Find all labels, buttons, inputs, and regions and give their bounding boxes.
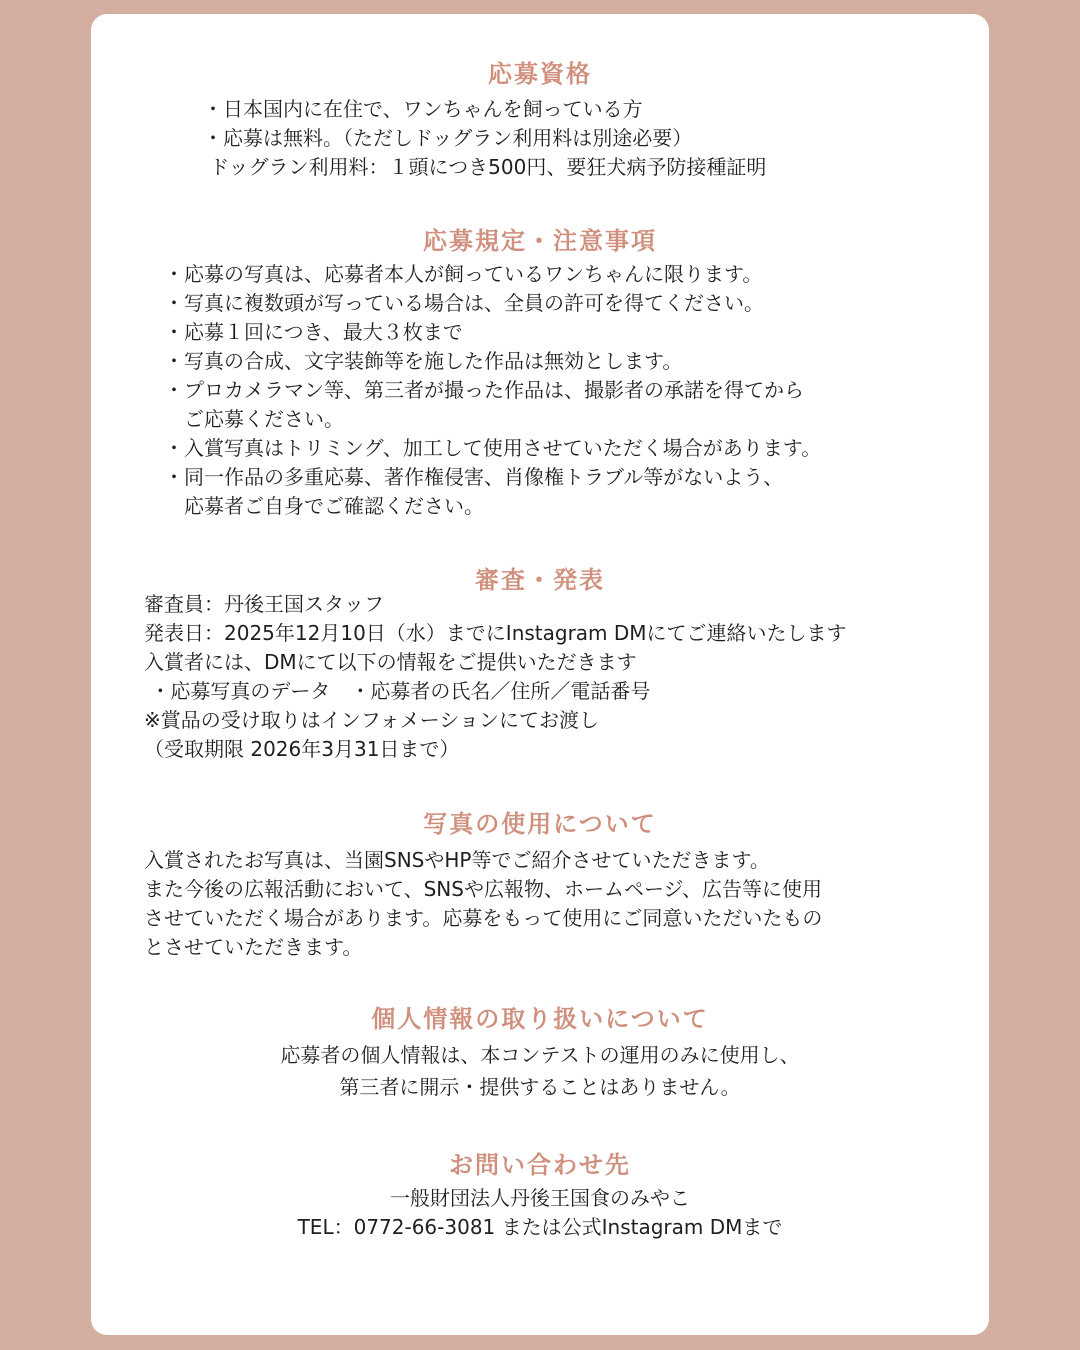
judging-line: 入賞者には、DMにて以下の情報をご提供いただきます [144, 650, 637, 674]
rules-line: ・写真の合成、文字装飾等を施した作品は無効とします。 [164, 349, 683, 373]
contact-phone: TEL：0772-66-3081 または公式Instagram DMまで [297, 1215, 783, 1239]
contact-info [91, 1184, 989, 1242]
rules-list [164, 260, 821, 521]
judging-line: （受取期限 2026年3月31日まで） [144, 737, 460, 761]
contact-organization: 一般財団法人丹後王国食のみやこ [390, 1186, 690, 1210]
judging-heading: 審査・発表 [475, 566, 605, 594]
privacy-heading: 個人情報の取り扱いについて [371, 1005, 709, 1033]
rules-heading: 応募規定・注意事項 [423, 227, 657, 255]
rules-line: ・応募の写真は、応募者本人が飼っているワンちゃんに限ります。 [164, 262, 763, 286]
eligibility-line: ・応募は無料。（ただしドッグラン利用料は別途必要） [203, 126, 693, 150]
photo-use-line: 入賞されたお写真は、当園SNSやHP等でご紹介させていただきます。 [144, 848, 770, 872]
photo-use-line: とさせていただきます。 [144, 935, 363, 959]
rules-line: ・応募１回につき、最大３枚まで [164, 320, 463, 344]
contact-heading: お問い合わせ先 [449, 1151, 631, 1179]
rules-line: ・同一作品の多重応募、著作権侵害、肖像権トラブル等がないよう、 [164, 465, 784, 489]
judging-list [144, 590, 847, 764]
rules-line: ご応募ください。 [164, 407, 344, 431]
eligibility-list [203, 95, 766, 182]
judging-line: ※賞品の受け取りはインフォメーションにてお渡し [144, 708, 599, 732]
photo-use-line: させていただく場合があります。応募をもって使用にご同意いただいたもの [144, 906, 823, 930]
rules-line: ・入賞写真はトリミング、加工して使用させていただく場合があります。 [164, 436, 822, 460]
judging-line: ・応募写真のデータ ・応募者の氏名／住所／電話番号 [144, 679, 651, 703]
photo-use-heading: 写真の使用について [423, 810, 657, 838]
privacy-line: 第三者に開示・提供することはありません。 [339, 1075, 741, 1099]
rules-line: ・プロカメラマン等、第三者が撮った作品は、撮影者の承諾を得てから [164, 378, 804, 402]
judging-line: 審査員：丹後王国スタッフ [144, 592, 384, 616]
privacy-paragraph [91, 1039, 989, 1103]
photo-use-line: また今後の広報活動において、SNSや広報物、ホームページ、広告等に使用 [144, 877, 822, 901]
rules-line: 応募者ご自身でご確認ください。 [164, 494, 484, 518]
rules-line: ・写真に複数頭が写っている場合は、全員の許可を得てください。 [164, 291, 764, 315]
eligibility-line: ドッグラン利用料：１頭につき500円、要狂犬病予防接種証明 [203, 155, 767, 179]
eligibility-line: ・日本国内に在住で、ワンちゃんを飼っている方 [203, 97, 643, 121]
photo-use-paragraph [144, 846, 822, 962]
privacy-line: 応募者の個人情報は、本コンテストの運用のみに使用し、 [280, 1043, 800, 1067]
info-card [91, 14, 989, 1335]
judging-line: 発表日：2025年12月10日（水）までにInstagram DMにてご連絡いたします [144, 621, 847, 645]
eligibility-heading: 応募資格 [488, 60, 592, 88]
